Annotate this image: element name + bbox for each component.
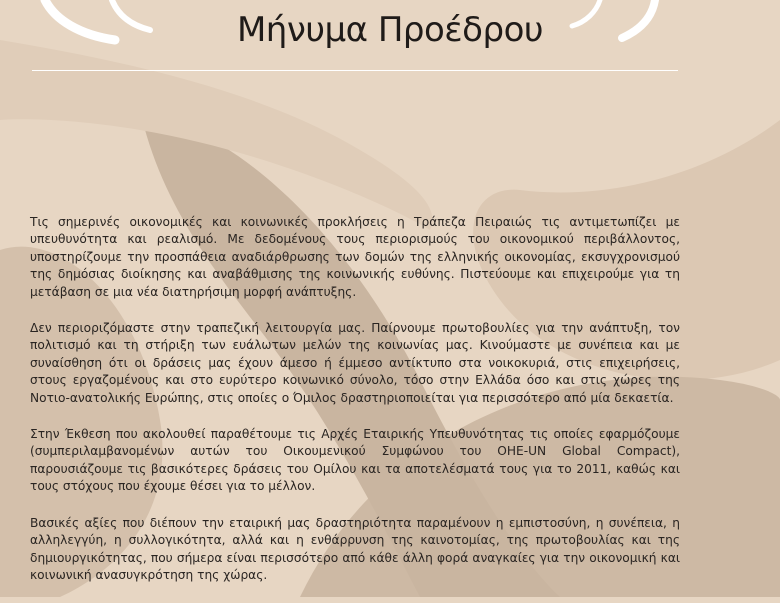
paragraph-3: Στην Έκθεση που ακολουθεί παραθέτουμε τις Αρχές Εταιρικής Υπευθυνότητας τις οποίες εφαρμόζουμε (συμπεριλαμβανομένων αυτών του Οικουμενικού Συμφώνου του ΟΗΕ-UN Global Compact), παρουσιάζουμε τις βασικότερες δράσεις του Ομίλου και τα αποτελέσματά τους για το 2011, καθώς και τους στόχους που έχουμε θέσει για το μέλλον.: [30, 427, 680, 494]
paragraph-2: Δεν περιοριζόμαστε στην τραπεζική λειτουργία μας. Παίρνουμε πρωτοβουλίες για την ανάπτυξη, τον πολιτισμό και τη στήριξη των ευάλωτων μελών της κοινωνίας μας. Κινούμαστε με συνέπεια και με συναίσθηση ότι οι δράσεις μας έχουν άμεσο ή έμμεσο αντίκτυπο στα νοικοκυριά, στις επιχειρήσεις, στους εργαζομένους και στο ευρύτερο κοινωνικό σύνολο, τόσο στην Ελλάδα όσο και στις χώρες της Νοτιο-ανατολικής Ευρώπης, στις οποίες ο Όμιλος δραστηριοποιείται για περισσότερο από μία δεκαετία.: [30, 321, 680, 405]
body-text: [30, 214, 680, 603]
page-title: Μήνυμα Προέδρου: [236, 10, 544, 50]
title-divider: [32, 70, 678, 71]
paragraph-4: Βασικές αξίες που διέπουν την εταιρική μας δραστηριότητα παραμένουν η εμπιστοσύνη, η συνέπεια, η αλληλεγγύη, η συλλογικότητα, αλλά και η ενθάρρυνση της καινοτομίας, της πρωτοβουλίας και της δημιουργικότητας, που σήμερα είναι περισσότερο από κάθε άλλη φορά αναγκαίες για την οικονομική και κοινωνική ανασυγκρότηση της χώρας.: [30, 515, 680, 582]
paragraph-1: Τις σημερινές οικονομικές και κοινωνικές προκλήσεις η Τράπεζα Πειραιώς τις αντιμετωπίζει με υπευθυνότητα και ρεαλισμό. Με δεδομένους τους περιορισμούς του οικονομικού περιβάλλοντος, υποστηρίζουμε την προσπάθεια αναδιάρθρωσης των δομών της ελληνικής οικονομίας, εκσυγχρονισμού της δημόσιας διοίκησης και αναβάθμισης της κοινωνικής ευθύνης. Πιστεύουμε και επιχειρούμε για τη μετάβαση σε μια νέα διατηρήσιμη μορφή ανάπτυξης.: [30, 215, 680, 299]
